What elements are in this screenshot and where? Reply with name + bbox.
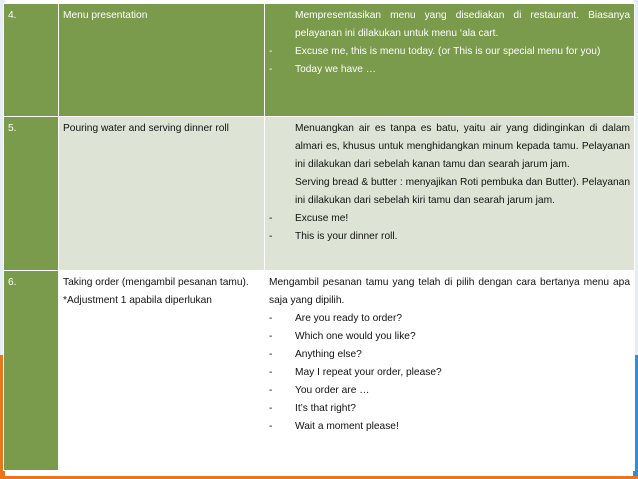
bullet-dash: - <box>269 331 273 342</box>
list-item <box>269 61 630 79</box>
list-item <box>269 382 630 400</box>
list-item <box>269 328 630 346</box>
list-item <box>269 364 630 382</box>
dialogue-line: May I repeat your order, please? <box>295 367 442 378</box>
step-detail <box>265 271 635 471</box>
bullet-dash: - <box>269 385 273 396</box>
step-detail <box>265 117 635 271</box>
step-title: Pouring water and serving dinner roll <box>59 117 265 271</box>
service-steps-table <box>3 3 635 471</box>
step-number: 5. <box>4 117 59 271</box>
bullet-dash: - <box>269 349 273 360</box>
step-number: 6. <box>4 271 59 471</box>
list-item <box>269 43 630 61</box>
dialogue-line: This is your dinner roll. <box>295 231 398 242</box>
bullet-dash: - <box>269 231 273 242</box>
bullet-dash: - <box>269 403 273 414</box>
step-title: Taking order (mengambil pesanan tamu). <box>63 277 249 288</box>
detail-paragraph: Mengambil pesanan tamu yang telah di pilih dengan cara bertanya menu apa saja yang dipilih. <box>269 277 630 306</box>
list-item <box>269 228 630 246</box>
bullet-dash: - <box>269 313 273 324</box>
list-item <box>269 346 630 364</box>
dialogue-line: Excuse me, this is menu today. (or This is our special menu for you) <box>295 46 601 57</box>
list-item <box>269 310 630 328</box>
list-item <box>269 418 630 436</box>
step-title-cell <box>59 271 265 471</box>
step-number: 4. <box>4 4 59 117</box>
detail-paragraph: Serving bread & butter : menyajikan Roti pembuka dan Butter). Pelayanan ini dilakukan dari sebelah kiri tamu dan searah jarum jam. <box>295 177 630 206</box>
bullet-dash: - <box>269 367 273 378</box>
detail-paragraph: Menuangkan air es tanpa es batu, yaitu air yang didinginkan di dalam almari es, khusus untuk menghidangkan minum kepada tamu. Pelayanan ini dilakukan dari sebelah kanan tamu dan searah jarum jam. <box>295 123 630 170</box>
step-detail <box>265 4 635 117</box>
dialogue-line: Today we have … <box>295 64 376 75</box>
dialogue-line: Which one would you like? <box>295 331 416 342</box>
list-item <box>269 400 630 418</box>
list-item <box>269 210 630 228</box>
table-row <box>4 117 635 271</box>
step-note: *Adjustment 1 apabila diperlukan <box>63 295 212 306</box>
dialogue-line: Excuse me! <box>295 213 349 224</box>
table-row <box>4 271 635 471</box>
bullet-dash: - <box>269 213 273 224</box>
bullet-dash: - <box>269 421 273 432</box>
dialogue-line: Anything else? <box>295 349 362 360</box>
table-row <box>4 4 635 117</box>
dialogue-line: It’s that right? <box>295 403 356 414</box>
detail-paragraph: Mempresentasikan menu yang disediakan di restaurant. Biasanya pelayanan ini dilakukan untuk menu ‘ala cart. <box>295 10 630 39</box>
dialogue-line: You order are … <box>295 385 370 396</box>
step-title: Menu presentation <box>59 4 265 117</box>
bullet-dash: - <box>269 64 273 75</box>
dialogue-line: Wait a moment please! <box>295 421 399 432</box>
bullet-dash: - <box>269 46 273 57</box>
dialogue-line: Are you ready to order? <box>295 313 403 324</box>
